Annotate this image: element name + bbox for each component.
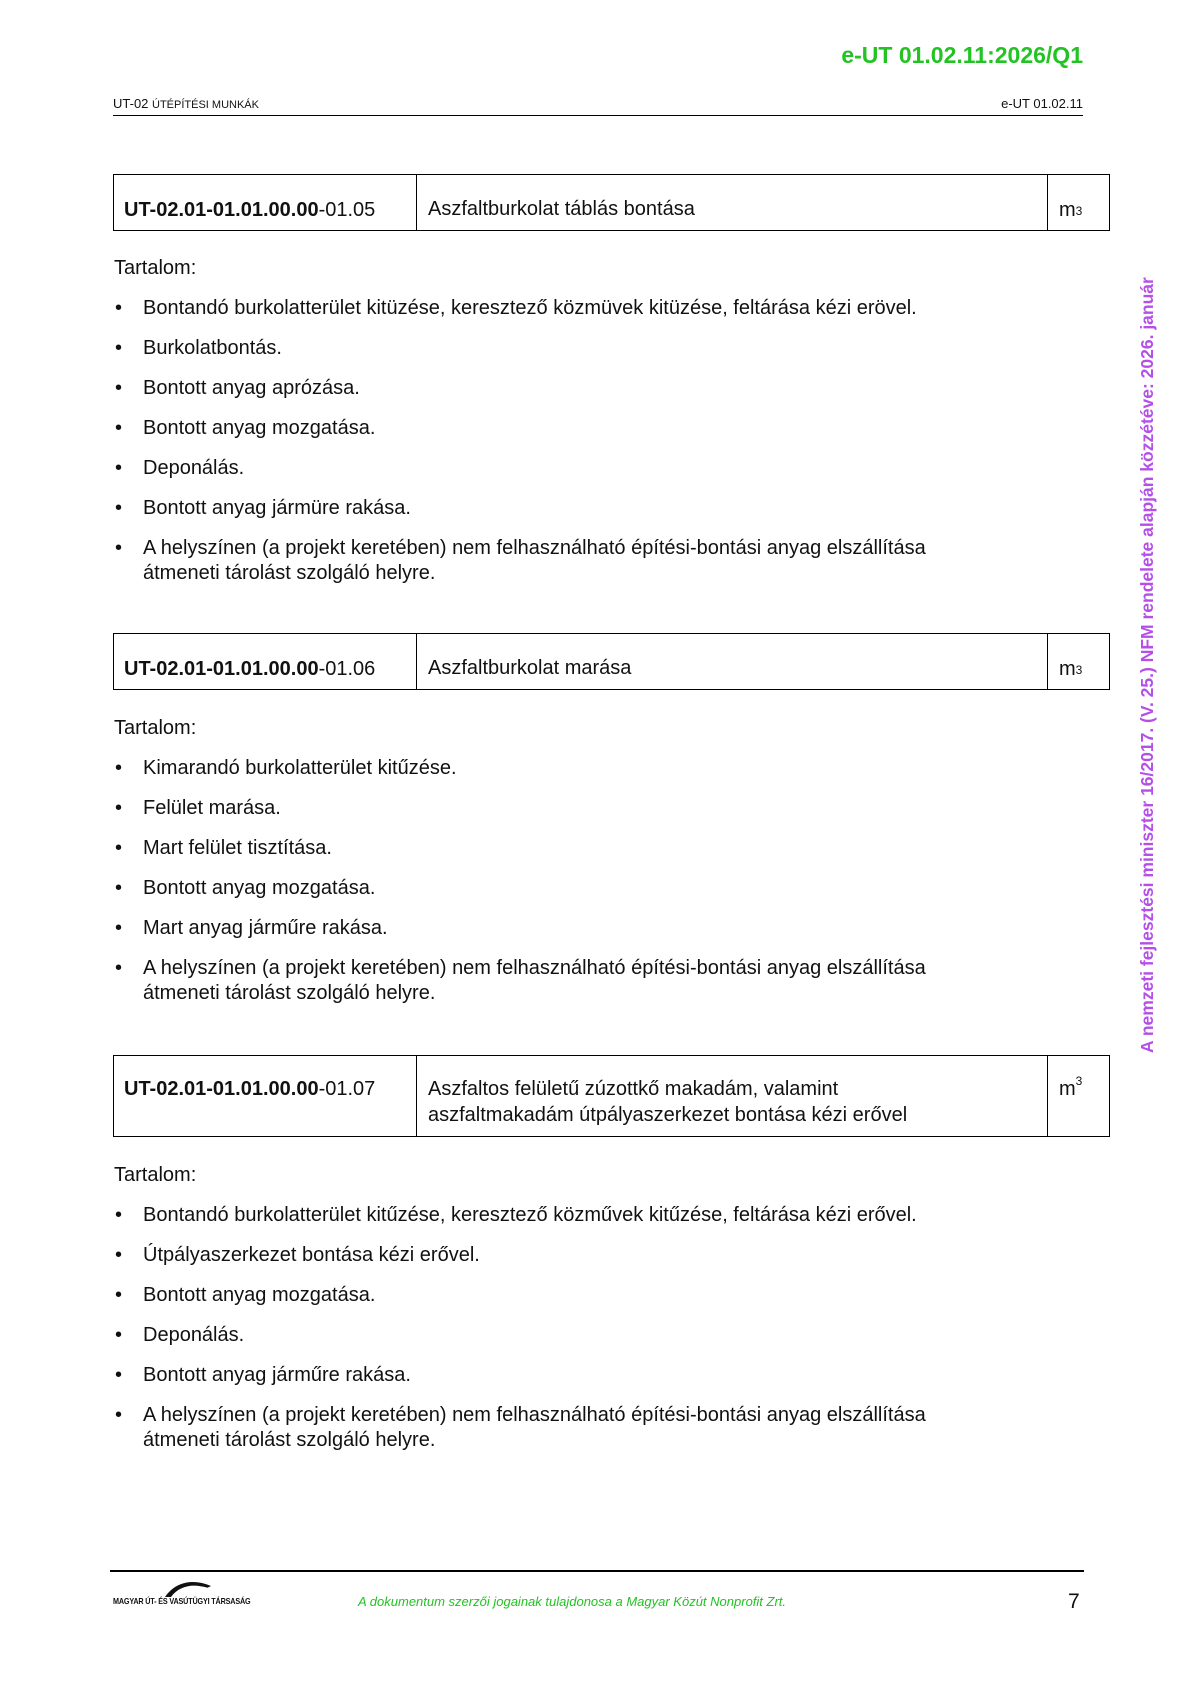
page-number: 7 [1068,1590,1080,1613]
list-item: • Deponálás. [114,1323,1014,1348]
list-item: • Bontott anyag mozgatása. [114,1283,1014,1308]
list-item: • Deponálás. [114,456,1014,481]
publication-watermark: A nemzeti fejlesztési miniszter 16/2017. (V. 25.) NFM rendelete alapján közzétéve: 2026. január [1137,277,1157,1053]
list-item: • Bontandó burkolatterület kitűzése, keresztező közművek kitűzése, feltárása kézi erővel. [114,1203,1014,1228]
header-chapter [113,96,259,111]
list-item: • Mart anyag járműre rakása. [114,916,1014,941]
item-title: Aszfaltos felületű zúzottkő makadám, valamint aszfaltmakadám útpályaszerkezet bontása kézi erővel [417,1056,1048,1136]
item-title: Aszfaltburkolat marása [417,634,1048,689]
list-item: • Bontott anyag mozgatása. [114,876,1014,901]
unit-base: m [1059,1078,1076,1100]
logo-text: MAGYAR ÚT- ÉS VASÚTÜGYI TÁRSASÁG [113,1596,251,1606]
organization-logo [113,1578,263,1612]
list-item: • Felület marása. [114,796,1014,821]
unit-exponent: 3 [1075,663,1083,677]
item-header-table [113,1055,1110,1137]
item-unit [1048,634,1109,689]
content-list [114,1203,1014,1468]
section-label: Tartalom: [114,257,197,279]
list-item: • A helyszínen (a projekt keretében) nem felhasználható építési-bontási anyag elszállítása átmeneti tárolást szolgáló helyre. [114,1403,963,1453]
item-code-main: UT-02.01-01.01.00.00 [124,1078,319,1100]
item-code [114,1056,417,1136]
running-header [113,96,1083,116]
section-label: Tartalom: [114,717,197,739]
list-item: • Kimarandó burkolatterület kitűzése. [114,756,1014,781]
list-item: • Bontandó burkolatterület kitüzése, keresztező közmüvek kitüzése, feltárása kézi erövel. [114,296,1014,321]
item-unit [1048,1056,1109,1136]
header-standard-id: e-UT 01.02.11 [1001,96,1083,111]
item-unit [1048,175,1109,230]
item-code [114,175,417,230]
item-code [114,634,417,689]
section-label: Tartalom: [114,1164,197,1186]
item-code-main: UT-02.01-01.01.00.00 [124,658,319,680]
road-logo-icon [163,1578,213,1598]
unit-base: m [1059,658,1076,680]
header-chapter-code: UT-02 [113,96,153,111]
footer-divider [110,1570,1084,1572]
header-chapter-title: ÚTÉPÍTÉSI MUNKÁK [152,99,259,111]
list-item: • Burkolatbontás. [114,336,1014,361]
content-list [114,756,1014,1021]
unit-exponent: 3 [1075,1074,1083,1088]
list-item: • Bontott anyag járműre rakása. [114,1363,1014,1388]
item-code-suffix: -01.06 [318,658,376,680]
item-code-suffix: -01.07 [318,1078,376,1100]
unit-exponent: 3 [1075,204,1083,218]
list-item: • A helyszínen (a projekt keretében) nem felhasználható építési-bontási anyag elszállítása átmeneti tárolást szolgáló helyre. [114,536,963,586]
list-item: • Mart felület tisztítása. [114,836,1014,861]
unit-base: m [1059,199,1076,221]
item-header-table [113,633,1110,690]
item-code-suffix: -01.05 [318,199,376,221]
list-item: • Útpályaszerkezet bontása kézi erővel. [114,1243,1014,1268]
copyright-notice: A dokumentum szerzői jogainak tulajdonosa a Magyar Közút Nonprofit Zrt. [358,1594,787,1609]
item-title: Aszfaltburkolat táblás bontása [417,175,1048,230]
list-item: • Bontott anyag mozgatása. [114,416,1014,441]
list-item: • Bontott anyag aprózása. [114,376,1014,401]
item-code-main: UT-02.01-01.01.00.00 [124,199,319,221]
document-id: e-UT 01.02.11:2026/Q1 [841,42,1083,68]
list-item: • Bontott anyag jármüre rakása. [114,496,1014,521]
content-list [114,296,1014,601]
list-item: • A helyszínen (a projekt keretében) nem felhasználható építési-bontási anyag elszállítása átmeneti tárolást szolgáló helyre. [114,956,963,1006]
item-header-table [113,174,1110,231]
